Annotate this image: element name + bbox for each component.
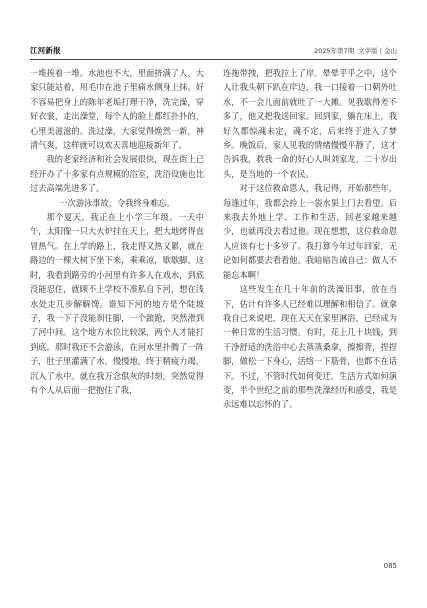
section-label: 文学版 | 金山 — [358, 46, 397, 55]
header-divider — [30, 59, 397, 60]
paragraph: 那个夏天，我正在上小学三年级。一天中午，太阳像一只大火炉挂在天上，把大地烤得直冒热气。在上学的路上，我走得又热又累，就在路边的一棵大树下坐下来，乘乘凉，歇歇脚。这时，我看到路旁的小河里有许多人在戏水，到底没能忍住，就顾不上学校不准私自下河，想在浅水处走几步解解馋。谁知下河的地方是个陡坡子，我一下子没能刹住脚，一个踉跄，突然滑到了河中间。这个地方水位比较深，两个人才能打到底。那时我还不会游泳，在河水里扑腾了一阵子，肚子里灌满了水，慢慢地，终于精疲力竭，沉入了水中。就在我万念俱灰的时刻，突然觉得有个人从后面一把抱住了我， — [30, 212, 204, 395]
section-heading-line: 一次游泳事故，令我终身难忘。 — [59, 197, 175, 208]
issue-number: 2025年第7期 — [313, 46, 355, 55]
paragraph: 连拖带拽，把我拉上了岸。晕晕乎乎之中，这个人让我头朝下趴在岸边，我一口接着一口朝外吐水，不一会儿面前就吐了一大摊。见我歇得差不多了，他又把我送回家。回到家，躺在床上，我好久都惊魂未定，魂不定，后来终于进入了梦乡。晚饭后，家人见我的情绪慢慢平静了，这才告诉我，救我一命的好心人叫刘家龙，二十岁出头，是当地的一个农民。 — [223, 68, 397, 179]
paragraph: 这些发生在几十年前的洗澡旧事，放在当下，估计有许多人已经难以理解和相信了。就拿我自己来说吧，现在天天在家里淋浴，已经成为一种日常的生活习惯。有时，花上几十块钱，到干净舒适的洗浴中心去蒸蒸桑拿，擦擦背，捏捏脚，做松一下身心，活络一下筋骨，也都不在话下。不过，不管时代如何变迁，生活方式如何演变，半个世纪之前的那些洗澡经历和感受，我是永远难以忘怀的了。 — [223, 284, 397, 410]
page-number: 085 — [383, 562, 397, 570]
magazine-name: 江河新报 — [30, 45, 61, 55]
paragraph: 对于这位救命恩人，我记得，开始那些年，每逢过年，我都会拎上一袋水果上门去看望。后来我去外地上学、工作和生活，回老家越来越少，也就再没去看过他。现在想想，这位救命恩人应该有七十多岁了。我打算今年过年回家，无论如何都要去看看他。我暗暗告诫自己：做人不能忘本啊！ — [223, 183, 397, 280]
paragraph: 我的老家经济和社会发展很快，现在街上已经开办了十多家有点规模的浴室，洗浴设施也比过去高端先进多了。 — [30, 154, 204, 194]
page-header — [30, 43, 397, 57]
paragraph: 一堆挨着一堆。水池也不大，里面挤满了人，大家只能站着，用毛巾在池子里痛水侧身上抹。好不容易把身上的陈年老垢打理干净，洗完澡，穿好衣裳，走出澡堂，每个人的脸上都红扑扑的，心里美滋滋的。洗过澡，大家觉得焕然一新，神清气爽，这样就可以欢天喜地迎接新年了。 — [30, 68, 204, 151]
left-text-column — [30, 66, 204, 397]
issue-info — [314, 46, 397, 55]
right-text-column — [223, 66, 397, 412]
